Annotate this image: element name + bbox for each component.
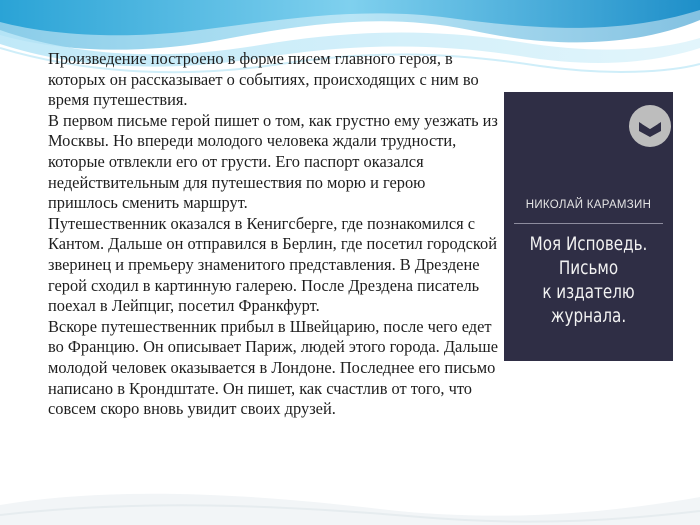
open-book-icon — [629, 105, 671, 147]
book-title-line: Письмо — [558, 258, 619, 279]
cover-divider — [514, 223, 663, 224]
book-title-line: журнала. — [550, 306, 627, 327]
book-title-line: Моя Исповедь. — [529, 234, 648, 255]
book-cover — [504, 92, 673, 361]
book-title — [519, 233, 658, 329]
paragraph-3: Путешественник оказался в Кенигсберге, где познакомился с Кантом. Дальше он отправился в Берлин, где посетил городской зверинец и премьеру знаменитого представления. В Дрездене герой сходил в картинную галерею. После Дрездена писатель поехал в Лейпциг, посетил Франкфурт. — [48, 213, 497, 316]
book-title-line: к издателю — [542, 282, 635, 303]
bottom-wave-decoration — [0, 465, 700, 525]
paragraph-1: Произведение построено в форме писем главного героя, в которых он рассказывает о событиях, происходящих с ним во время путешествия. — [48, 49, 479, 110]
book-author: НИКОЛАЙ КАРАМЗИН — [525, 199, 652, 211]
paragraph-4: Вскоре путешественник прибыл в Швейцарию, после чего едет во Францию. Он описывает Париж, людей этого города. Дальше молодой человек оказывается в Лондоне. Последнее его письмо написано в Крондштате. Он пишет, как счастлив от того, что совсем скоро вновь увидит своих друзей. — [48, 316, 499, 419]
summary-text — [48, 49, 498, 420]
paragraph-2: В первом письме герой пишет о том, как грустно ему уезжать из Москвы. Но впереди молодого человека ждали трудности, которые отвлекли его от грусти. Его паспорт оказался недействительным для путешествия по морю и герою пришлось сменить маршрут. — [48, 110, 498, 213]
